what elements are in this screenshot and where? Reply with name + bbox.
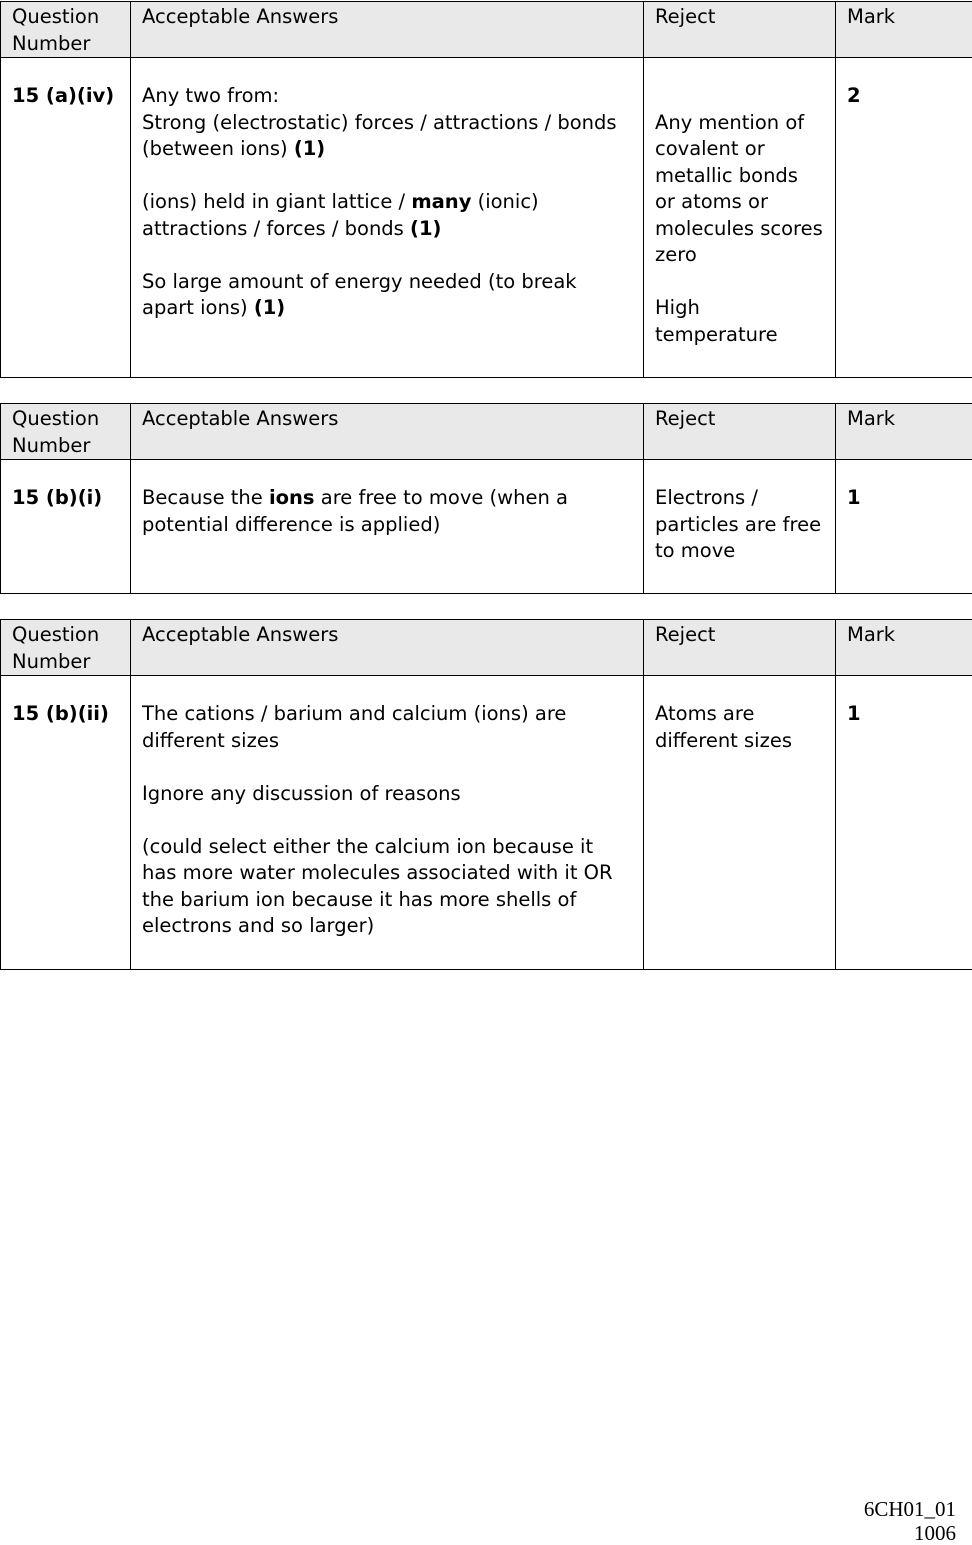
answer-point-2 bbox=[142, 189, 632, 242]
answer-text: Strong (electrostatic) forces / attractions / bonds (between ions) bbox=[142, 111, 617, 161]
reject-cell: Atoms are different sizes bbox=[644, 676, 836, 970]
reject-cell bbox=[644, 58, 836, 378]
answer-text: So large amount of energy needed (to break apart ions) bbox=[142, 270, 577, 320]
answer-note: Ignore any discussion of reasons bbox=[142, 781, 632, 808]
reject-text-2: High temperature bbox=[655, 295, 824, 348]
mark-scheme-table-15a-iv bbox=[0, 1, 972, 378]
header-question-number: Question Number bbox=[1, 404, 131, 460]
answer-point-2: (could select either the calcium ion because it has more water molecules associated with it OR the barium ion because it has more shells of electrons and so larger) bbox=[142, 834, 632, 940]
header-mark: Mark bbox=[836, 2, 972, 58]
mark-scheme-table-15b-i bbox=[0, 403, 972, 594]
question-number: 15 (b)(ii) bbox=[1, 676, 131, 970]
table-row bbox=[1, 58, 972, 378]
answer-intro: Any two from: bbox=[142, 83, 632, 110]
mark-scheme-table-15b-ii bbox=[0, 619, 972, 970]
answer-point-1: The cations / barium and calcium (ions) are different sizes bbox=[142, 701, 632, 754]
table-row bbox=[1, 676, 972, 970]
header-reject: Reject bbox=[644, 620, 836, 676]
header-question-number: Question Number bbox=[1, 620, 131, 676]
header-reject: Reject bbox=[644, 2, 836, 58]
table-header-row bbox=[1, 2, 972, 58]
acceptable-answers-cell bbox=[131, 460, 644, 594]
header-mark: Mark bbox=[836, 404, 972, 460]
header-acceptable-answers: Acceptable Answers bbox=[131, 404, 644, 460]
question-number: 15 (b)(i) bbox=[1, 460, 131, 594]
answer-point-3 bbox=[142, 269, 632, 322]
answer-mark: (1) bbox=[254, 296, 285, 319]
paper-date: 1006 bbox=[864, 1521, 956, 1545]
answer-text: (ions) held in giant lattice / bbox=[142, 190, 411, 213]
header-reject: Reject bbox=[644, 404, 836, 460]
table-header-row bbox=[1, 404, 972, 460]
mark-value: 2 bbox=[836, 58, 972, 378]
answer-text: Because the bbox=[142, 486, 269, 509]
table-header-row bbox=[1, 620, 972, 676]
header-acceptable-answers: Acceptable Answers bbox=[131, 2, 644, 58]
header-mark: Mark bbox=[836, 620, 972, 676]
answer-emphasis: ions bbox=[269, 486, 315, 509]
table-row bbox=[1, 460, 972, 594]
reject-text-1: Any mention of covalent or metallic bonds or atoms or molecules scores zero bbox=[655, 110, 824, 269]
answer-mark: (1) bbox=[410, 217, 441, 240]
header-acceptable-answers: Acceptable Answers bbox=[131, 620, 644, 676]
answer-text: are free to move (when a potential difference is applied) bbox=[142, 486, 568, 536]
answer-text: (ionic) attractions / forces / bonds bbox=[142, 190, 539, 240]
answer-emphasis: many bbox=[411, 190, 471, 213]
mark-value: 1 bbox=[836, 676, 972, 970]
paper-code: 6CH01_01 bbox=[864, 1497, 956, 1521]
answer-mark: (1) bbox=[294, 137, 325, 160]
answer-point-1 bbox=[142, 110, 632, 163]
acceptable-answers-cell bbox=[131, 58, 644, 378]
reject-cell: Electrons / particles are free to move bbox=[644, 460, 836, 594]
acceptable-answers-cell bbox=[131, 676, 644, 970]
mark-value: 1 bbox=[836, 460, 972, 594]
page-footer bbox=[864, 1497, 956, 1545]
question-number: 15 (a)(iv) bbox=[1, 58, 131, 378]
header-question-number: Question Number bbox=[1, 2, 131, 58]
